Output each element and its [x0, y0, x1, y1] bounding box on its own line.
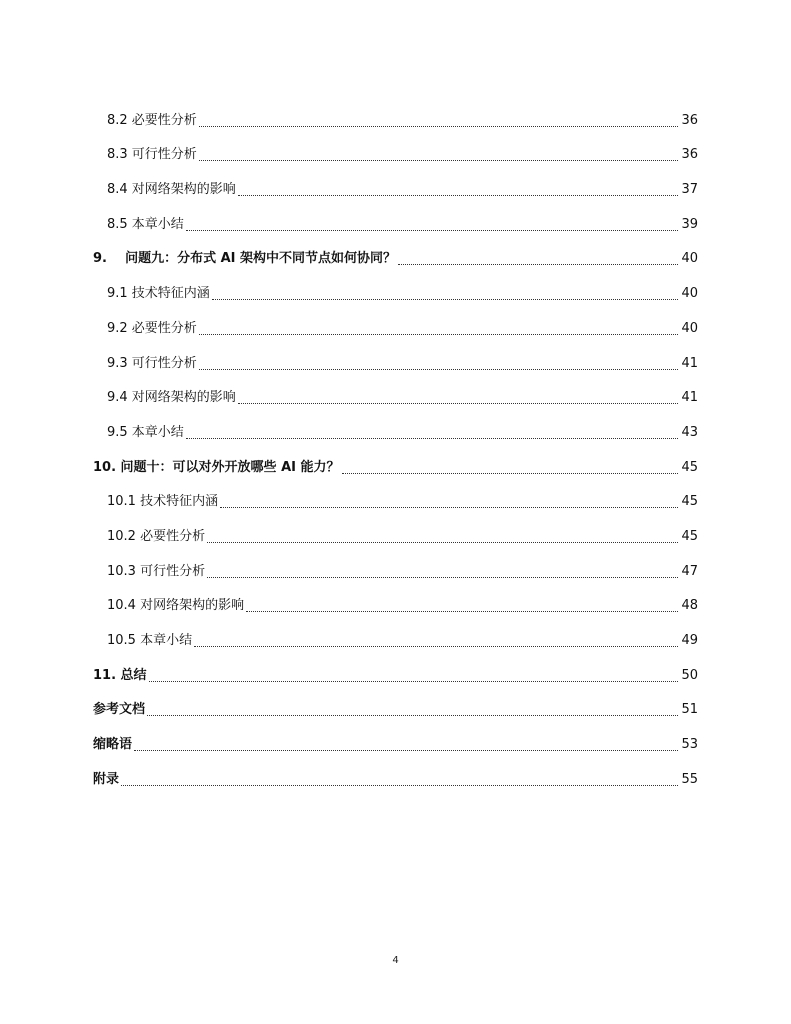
toc-entry-page: 40	[681, 320, 698, 336]
toc-leader-dots	[238, 195, 679, 196]
toc-entry[interactable]	[93, 96, 698, 131]
toc-leader-dots	[147, 715, 678, 716]
toc-entry-page: 45	[681, 494, 698, 510]
toc-leader-dots	[199, 334, 679, 335]
toc-entry-page: 45	[681, 459, 698, 475]
toc-entry-label: 8.4 对网络架构的影响	[107, 182, 236, 198]
toc-chapter-entry[interactable]	[93, 686, 698, 721]
toc-entry-page: 37	[681, 182, 698, 198]
toc-entry-page: 39	[681, 216, 698, 232]
toc-entry-label: 8.5 本章小结	[107, 216, 184, 232]
toc-entry[interactable]	[93, 131, 698, 166]
toc-leader-dots	[186, 438, 679, 439]
toc-entry[interactable]	[93, 269, 698, 304]
toc-entry-label: 9.3 可行性分析	[107, 355, 197, 371]
toc-leader-dots	[238, 403, 679, 404]
toc-entry-label: 缩略语	[93, 737, 133, 753]
toc-leader-dots	[212, 299, 679, 300]
toc-entry-page: 51	[681, 702, 698, 718]
toc-entry-page: 55	[681, 771, 698, 787]
toc-entry-page: 45	[681, 528, 698, 544]
toc-leader-dots	[121, 785, 678, 786]
toc-leader-dots	[186, 230, 679, 231]
toc-leader-dots	[149, 681, 679, 682]
table-of-contents	[93, 96, 698, 790]
toc-chapter-entry[interactable]	[93, 651, 698, 686]
toc-entry-label: 10.3 可行性分析	[107, 563, 206, 579]
toc-entry[interactable]	[93, 339, 698, 374]
toc-leader-dots	[134, 750, 678, 751]
toc-entry-page: 49	[681, 633, 698, 648]
toc-entry-page: 48	[681, 598, 698, 614]
toc-entry-label: 参考文档	[93, 702, 146, 718]
toc-entry[interactable]	[93, 374, 698, 409]
page-number: 4	[392, 955, 399, 966]
toc-chapter-entry[interactable]	[93, 235, 698, 270]
toc-entry-label: 9.5 本章小结	[107, 424, 184, 440]
toc-entry-page: 50	[681, 667, 698, 683]
toc-entry-label: 9. 问题九：分布式 AI 架构中不同节点如何协同？	[93, 251, 397, 267]
toc-entry-page: 36	[681, 112, 698, 128]
toc-leader-dots	[199, 160, 679, 161]
toc-entry[interactable]	[93, 616, 698, 651]
toc-entry-label: 10. 问题十：可以对外开放哪些 AI 能力？	[93, 459, 340, 475]
toc-entry[interactable]	[93, 582, 698, 617]
toc-entry-page: 47	[681, 563, 698, 579]
toc-entry[interactable]	[93, 547, 698, 582]
toc-chapter-entry[interactable]	[93, 443, 698, 478]
toc-entry-page: 40	[681, 286, 698, 302]
toc-leader-dots	[220, 507, 678, 508]
toc-entry-label: 11. 总结	[93, 667, 147, 683]
toc-leader-dots	[194, 646, 678, 647]
toc-entry[interactable]	[93, 200, 698, 235]
toc-chapter-entry[interactable]	[93, 720, 698, 755]
toc-entry-page: 40	[681, 251, 698, 267]
toc-entry[interactable]	[93, 165, 698, 200]
toc-entry-label: 8.2 必要性分析	[107, 112, 197, 128]
toc-leader-dots	[342, 473, 679, 474]
toc-chapter-entry[interactable]	[93, 755, 698, 790]
toc-entry-label: 10.4 对网络架构的影响	[107, 598, 245, 614]
toc-entry-label: 9.2 必要性分析	[107, 320, 197, 336]
toc-leader-dots	[207, 577, 678, 578]
toc-entry[interactable]	[93, 478, 698, 513]
toc-entry-page: 36	[681, 147, 698, 163]
toc-entry-label: 附录	[93, 771, 120, 787]
toc-leader-dots	[246, 611, 678, 612]
toc-leader-dots	[199, 369, 679, 370]
toc-entry-page: 53	[681, 737, 698, 753]
toc-entry-label: 10.1 技术特征内涵	[107, 494, 219, 510]
toc-entry[interactable]	[93, 512, 698, 547]
toc-entry-label: 9.1 技术特征内涵	[107, 286, 210, 302]
toc-entry-label: 9.4 对网络架构的影响	[107, 390, 236, 406]
toc-leader-dots	[207, 542, 678, 543]
toc-entry-label: 10.2 必要性分析	[107, 528, 206, 544]
toc-entry-page: 41	[681, 355, 698, 371]
toc-leader-dots	[398, 264, 678, 265]
toc-entry-label: 10.5 本章小结	[107, 633, 193, 648]
toc-entry[interactable]	[93, 304, 698, 339]
toc-entry[interactable]	[93, 408, 698, 443]
toc-entry-page: 43	[681, 424, 698, 440]
toc-leader-dots	[199, 126, 679, 127]
toc-entry-label: 8.3 可行性分析	[107, 147, 197, 163]
toc-entry-page: 41	[681, 390, 698, 406]
